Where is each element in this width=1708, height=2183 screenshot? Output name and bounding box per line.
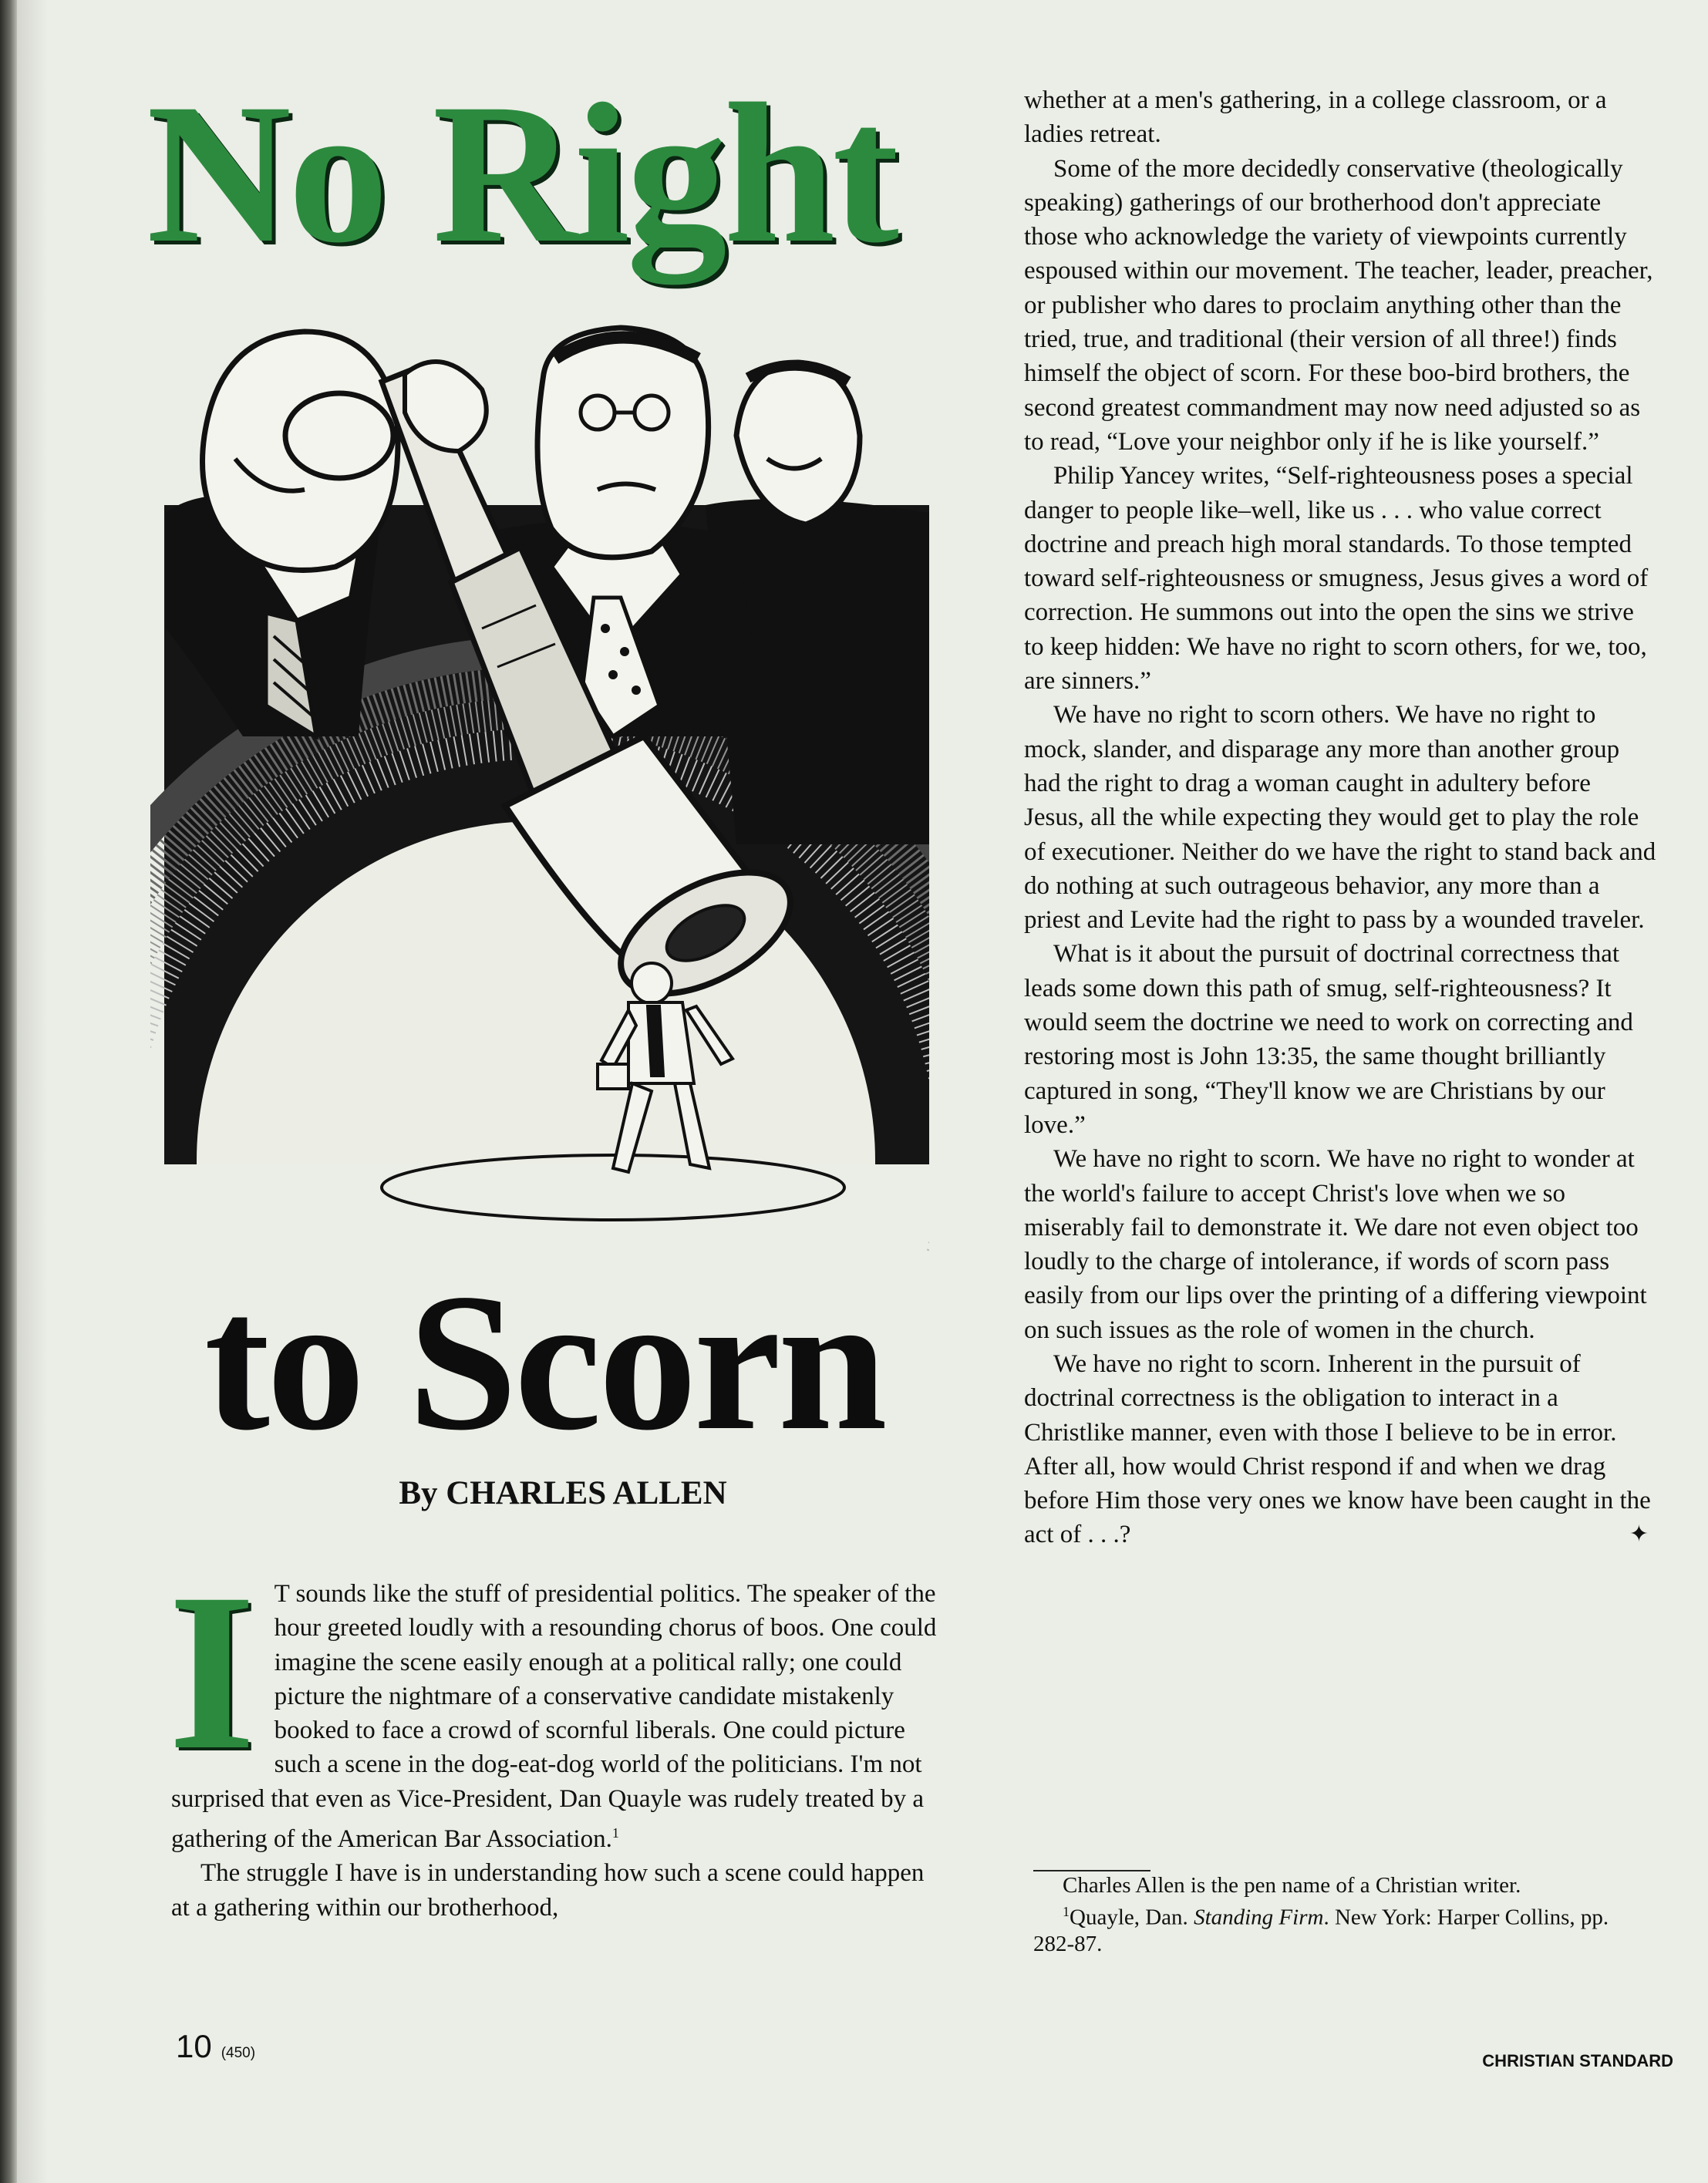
reference-note (1033, 1898, 1650, 1957)
magazine-name: CHRISTIAN STANDARD (1482, 2051, 1673, 2070)
title-line-1: No Right (147, 62, 896, 285)
paragraph: whether at a men's gathering, in a college classroom, or a ladies retreat. (1024, 86, 1607, 149)
telescope-cartoon-illustration (150, 305, 929, 1253)
article-column-left (168, 1548, 942, 1925)
binding-spine (0, 0, 17, 2183)
footnotes (1033, 1872, 1650, 1957)
reference-title: Standing Firm (1194, 1905, 1324, 1930)
article-column-right (1024, 83, 1656, 1552)
closing-paragraph (1024, 1347, 1656, 1552)
footnote-divider (1033, 1870, 1150, 1871)
paragraph-text: We have no right to scorn. Inherent in the pursuit of doctrinal correctness is the obligation to interact in a Christlike manner, even with those I believe to be in error. After all, how would Christ respond if and when we drag before Him those very ones we know have been caught in the act of . . .? (1024, 1349, 1651, 1549)
paragraph: We have no right to scorn others. We have no right to mock, slander, and disparage any more than another group had the right to drag a woman caught in adultery before Jesus, all the while expecting they would get to play the role of executioner. Neither do we have the right to stand back and do nothing at such outrageous behavior, any more than a priest and Levite had the right to pass by a wounded traveler. (1024, 701, 1656, 935)
page-number (176, 2028, 255, 2065)
footnote-marker: 1 (611, 1825, 619, 1841)
paragraph: We have no right to scorn. We have no right to wonder at the world's failure to accept Christ's love when we so miserably fail to demonstrate it. We dare not even object too loudly to the charge of intolerance, if words of scorn pass easily from our lips over the printing of a differing viewpoint on such issues as the role of women in the church. (1024, 1145, 1647, 1344)
byline: By CHARLES ALLEN (399, 1475, 727, 1511)
reference-publisher: . New York: Harper Collins, pp. 282-87. (1033, 1905, 1609, 1956)
paragraph: Some of the more decidedly conservative (theologically speaking) gatherings of our brotherhood don't appreciate those who acknowledge the variety of viewpoints currently espoused within our movement. The teacher, leader, preacher, or publisher who dares to proclaim anything other than the tried, true, and traditional (their version of all three!) finds himself the object of scorn. For these boo-bird brothers, the second greatest commandment may now need adjusted so as to read, “Love your neighbor only if he is like yourself.” (1024, 154, 1653, 456)
paragraph: What is it about the pursuit of doctrinal correctness that leads some down this path of smug, self-righteousness? It would seem the doctrine we need to work on correcting and restoring most is John 13:35, the same thought brilliantly captured in song, “They'll know we are Christians by our love.” (1024, 940, 1633, 1139)
reference-author: Quayle, Dan. (1070, 1905, 1194, 1930)
end-mark-icon: ✦ (1629, 1521, 1649, 1548)
title-line-2: to Scorn (204, 1254, 884, 1471)
paragraph-text: T sounds like the stuff of presidential politics. The speaker of the hour greeted loudly with a resounding chorus of boos. One could imagine the scene easily enough at a political rally; one could picture the nightmare of a conservative candidate mistakenly booked to face a crowd of scornful liberals. One could picture such a scene in the dog-eat-dog world of the politicians. I'm not surprised that even as Vice-President, Dan Quayle was rudely treated by a gathering of the American Bar Association. (171, 1580, 937, 1854)
author-note: Charles Allen is the pen name of a Christian writer. (1063, 1873, 1521, 1898)
page-gutter-shadow (17, 0, 48, 2183)
footnote-marker: 1 (1063, 1904, 1070, 1919)
paragraph: The struggle I have is in understanding how such a scene could happen at a gathering within our brotherhood, (171, 1859, 925, 1922)
opening-paragraph (168, 1548, 942, 1856)
drop-cap: I (168, 1548, 256, 1797)
paragraph: Philip Yancey writes, “Self-righteousness poses a special danger to people like–well, like us . . . who value correct doctrine and preach high moral standards. To those tempted toward self-righteousness or smugness, Jesus gives a word of correction. He summons out into the open the sins we strive to keep hidden: We have no right to scorn others, for we, too, are sinners.” (1024, 462, 1649, 696)
page-number-main: 10 (176, 2028, 212, 2064)
page-number-continuous: (450) (221, 2045, 256, 2061)
